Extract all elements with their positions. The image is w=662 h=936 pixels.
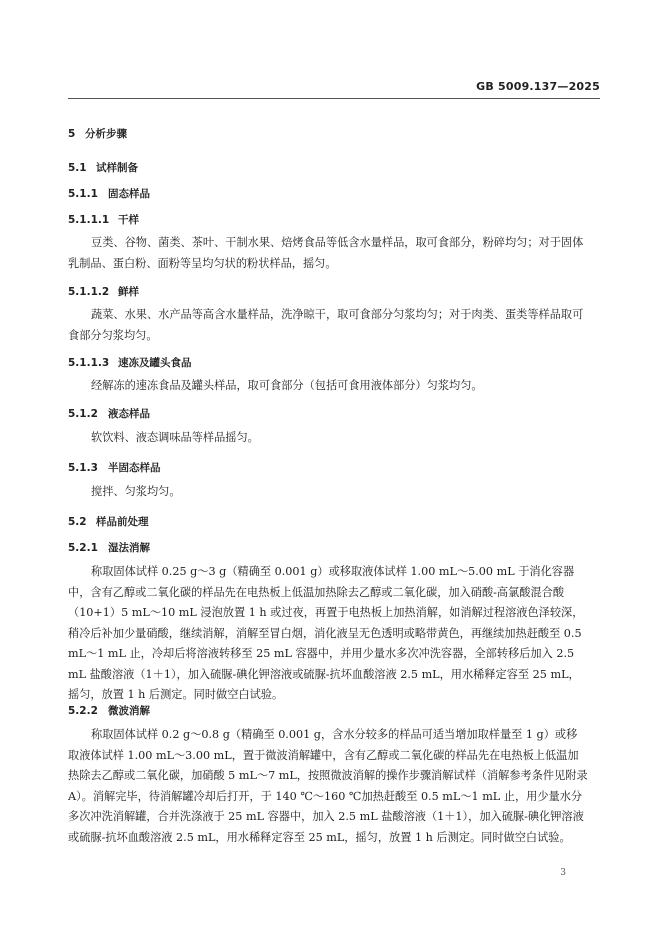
page-number: 3 [560,868,566,878]
section-title: 固态样品 [108,188,150,200]
section-title: 微波消解 [108,705,150,717]
section-title: 分析步骤 [85,128,127,140]
section-title: 湿法消解 [108,542,150,554]
section-heading-5-1-3 [68,460,161,475]
section-heading-5-1-1-1 [68,212,139,227]
section-number: 5.1.1 [68,188,98,200]
section-number: 5.1 [68,162,87,174]
section-heading-5-1-1-2 [68,284,139,299]
section-heading-5-2-1 [68,540,150,555]
section-title: 半固态样品 [108,462,161,474]
section-title: 鲜样 [118,286,139,298]
paragraph-semi-solid: 搅拌、匀浆均匀。 [91,485,181,498]
section-title: 样品前处理 [96,516,149,528]
header-rule [68,98,600,99]
section-number: 5.1.3 [68,462,98,474]
paragraph-liquid-sample: 软饮料、液态调味品等样品摇匀。 [91,431,259,444]
section-heading-5-1-1 [68,186,150,201]
section-heading-5 [68,126,127,141]
section-number: 5.1.1.3 [68,357,110,369]
section-number: 5.2.1 [68,542,98,554]
section-title: 液态样品 [108,408,150,420]
section-heading-5-1 [68,160,138,175]
section-number: 5 [68,128,76,140]
section-title: 干样 [118,214,139,226]
paragraph-dry-sample: 豆类、谷物、菌类、茶叶、干制水果、焙烤食品等低含水量样品，取可食部分，粉碎均匀；对于固体乳制品、蛋白粉、面粉等呈均匀状的粉状样品，摇匀。 [68,236,584,270]
section-heading-5-1-1-3 [68,355,192,370]
paragraph-wet-digestion: 称取固体试样 0.25 g～3 g（精确至 0.001 g）或移取液体试样 1.00 mL～5.00 mL 于消化容器中，含有乙醇或二氧化碳的样品先在电热板上低温加热除去乙醇或二氧化碳，加入硝酸-高氯酸混合酸（10+1）5 mL～10 mL 浸泡放置 1 h 或过夜，再置于电热板上加热消解，如消解过程溶液色泽较深，稍冷后补加少量硝酸，继续消解，消解至冒白烟，消化液呈无色透明或略带黄色，再继续加热赶酸至 0.5 mL～1 mL 止，冷却后将溶液转移至 25 mL 容器中，并用少量水多次冲洗容器，全部转移后加入 2.5 mL 盐酸溶液（1＋1），加入硫脲-碘化钾溶液或硫脲-抗坏血酸溶液 2.5 mL，用水稀释定容至 25 mL，摇匀，放置 1 h 后测定。同时做空白试验。 [68,565,584,701]
section-number: 5.2 [68,516,87,528]
section-heading-5-2-2 [68,703,150,718]
section-title: 速冻及罐头食品 [118,357,192,369]
section-heading-5-2 [68,514,149,529]
paragraph-microwave-digestion: 称取固体试样 0.2 g～0.8 g（精确至 0.001 g，含水分较多的样品可适当增加取样量至 1 g）或移取液体试样 1.00 mL～3.00 mL，置于微波消解罐中，含有乙醇或二氧化碳的样品先在电热板上低温加热除去乙醇或二氧化碳，加硝酸 5 mL～7 mL，按照微波消解的操作步骤消解试样（消解参考条件见附录 A）。消解完毕，待消解罐冷却后打开，于 140 ℃～160 ℃加热赶酸至 0.5 mL～1 mL 止，用少量水分多次冲洗消解罐，合并洗涤液于 25 mL 容器中，加入 2.5 mL 盐酸溶液（1＋1），加入硫脲-碘化钾溶液或硫脲-抗坏血酸溶液 2.5 mL，用水稀释定容至 25 mL，摇匀，放置 1 h 后测定。同时做空白试验。 [68,728,588,844]
section-number: 5.1.1.1 [68,214,110,226]
paragraph-fresh-sample: 蔬菜、水果、水产品等高含水量样品，洗净晾干，取可食部分匀浆均匀；对于肉类、蛋类等样品取可食部分匀浆均匀。 [68,308,584,342]
section-heading-5-1-2 [68,406,150,421]
standard-number: GB 5009.137—2025 [476,80,600,93]
section-number: 5.1.2 [68,408,98,420]
section-number: 5.1.1.2 [68,286,110,298]
section-number: 5.2.2 [68,705,98,717]
section-title: 试样制备 [96,162,138,174]
paragraph-frozen-canned: 经解冻的速冻食品及罐头样品，取可食部分（包括可食用液体部分）匀浆均匀。 [91,379,483,392]
